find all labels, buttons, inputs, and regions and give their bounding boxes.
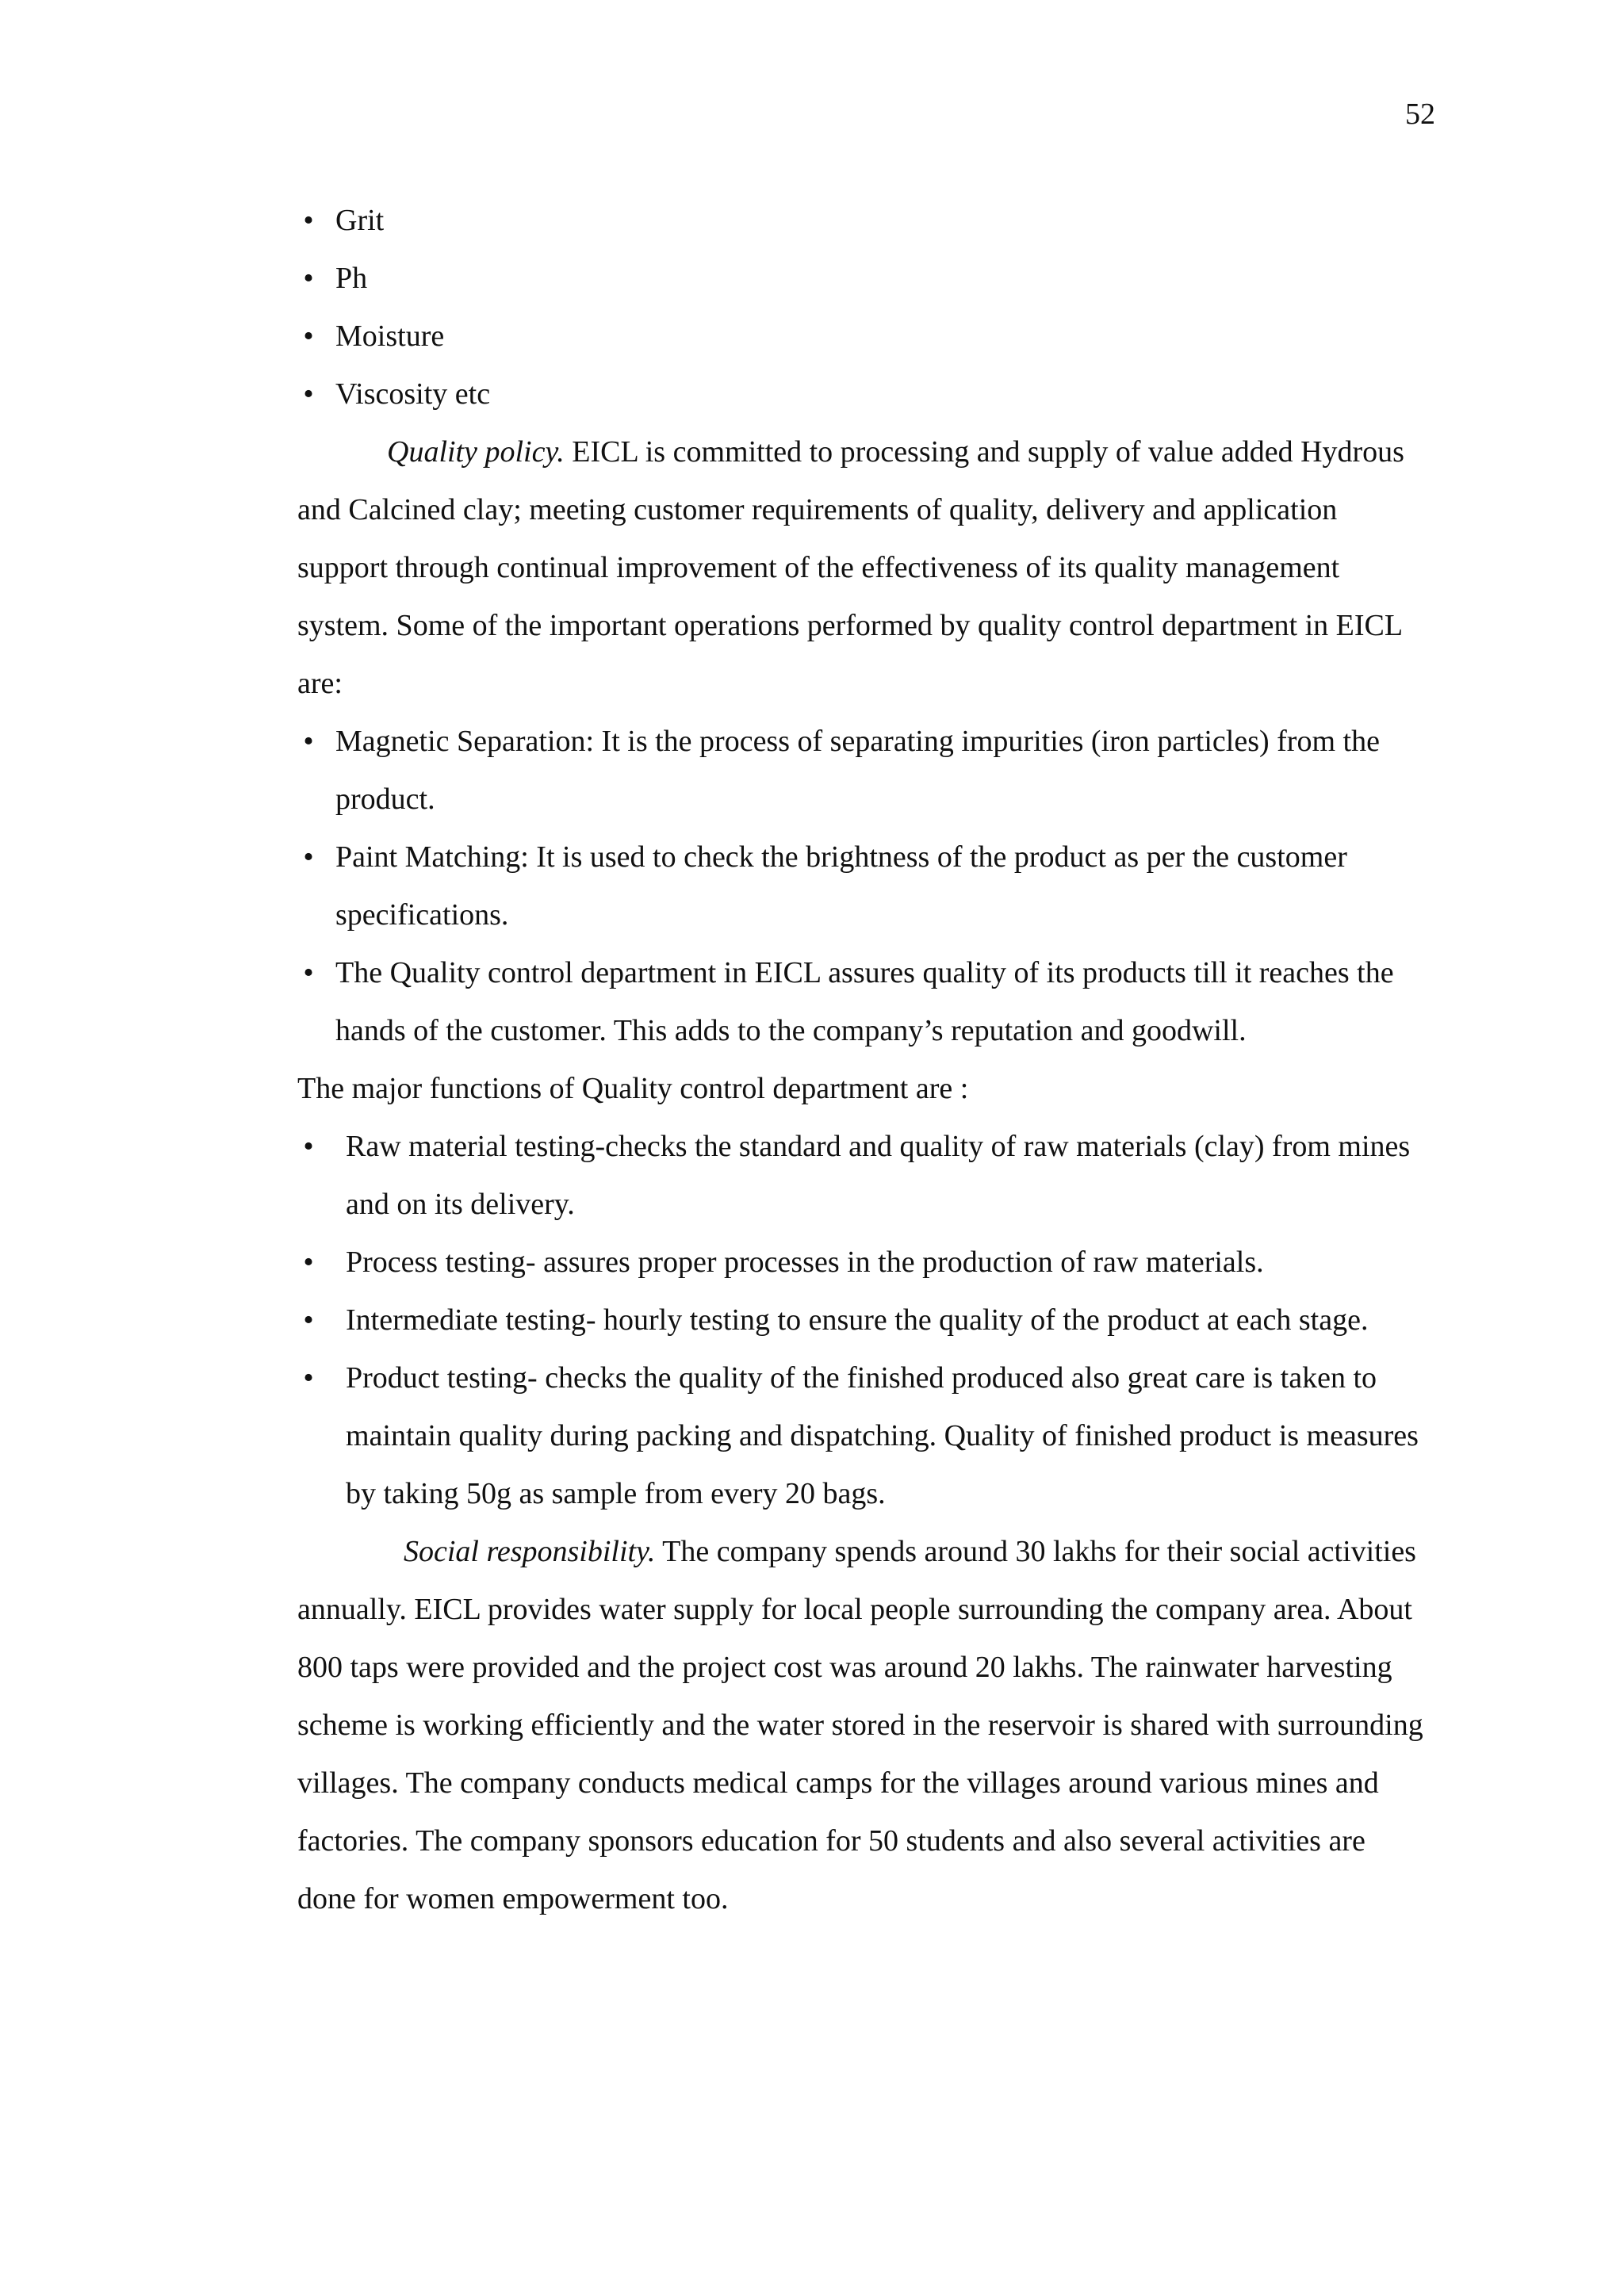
quality-policy-heading: Quality policy.	[387, 435, 565, 469]
bullet-icon: •	[303, 204, 314, 237]
list-item-text: The Quality control department in EICL assures quality of its products till it reaches the hands of the customer. This adds to the company’s reputation and goodwill.	[335, 956, 1394, 1047]
list-item	[297, 1234, 1431, 1292]
list-item-text: Ph	[335, 262, 368, 295]
social-responsibility-heading: Social responsibility.	[404, 1535, 656, 1568]
list-item-text: Grit	[335, 204, 385, 237]
bullet-icon: •	[303, 262, 314, 295]
bullet-icon: •	[303, 377, 314, 411]
list-item	[297, 192, 1431, 250]
social-responsibility-paragraph	[297, 1523, 1431, 1928]
list-item-text: Viscosity etc	[335, 377, 491, 411]
list-item	[297, 365, 1431, 423]
list-item	[297, 1349, 1431, 1523]
quality-policy-text: EICL is committed to processing and supply of value added Hydrous and Calcined clay; meeting customer requirements of quality, delivery and application support through continual improvement of the effectiveness of its quality management system. Some of the important operations performed by quality control department in EICL are:	[297, 435, 1404, 700]
operations-list	[297, 713, 1431, 1060]
list-item-text: Intermediate testing- hourly testing to ensure the quality of the product at each stage.	[346, 1303, 1369, 1337]
document-body	[297, 192, 1431, 1928]
bullet-icon: •	[303, 320, 314, 353]
page-number: 52	[1405, 98, 1435, 131]
bullet-icon: •	[303, 1246, 314, 1279]
bullet-icon: •	[303, 1130, 314, 1163]
bullet-icon: •	[303, 725, 314, 758]
social-responsibility-text: The company spends around 30 lakhs for their social activities annually. EICL provides water supply for local people surrounding the company area. About 800 taps were provided and the project cost was around 20 lakhs. The rainwater harvesting scheme is working efficiently and the water stored in the reservoir is shared with surrounding villages. The company conducts medical camps for the villages around various mines and factories. The company sponsors education for 50 students and also several activities are done for women empowerment too.	[297, 1535, 1423, 1915]
list-item-text: Moisture	[335, 320, 445, 353]
bullet-icon: •	[303, 956, 314, 989]
functions-intro: The major functions of Quality control department are :	[297, 1072, 969, 1105]
list-item	[297, 713, 1431, 828]
list-item	[297, 1118, 1431, 1234]
properties-list	[297, 192, 1431, 423]
list-item	[297, 308, 1431, 365]
bullet-icon: •	[303, 1361, 314, 1395]
functions-list	[297, 1118, 1431, 1523]
list-item-text: Paint Matching: It is used to check the brightness of the product as per the customer specifications.	[335, 840, 1347, 932]
list-item	[297, 828, 1431, 944]
list-item-text: Process testing- assures proper processes in the production of raw materials.	[346, 1246, 1264, 1279]
list-item-text: Product testing- checks the quality of the finished produced also great care is taken to maintain quality during packing and dispatching. Quality of finished product is measures by taking 50g as sample from every 20 bags.	[346, 1361, 1419, 1510]
bullet-icon: •	[303, 1303, 314, 1337]
list-item	[297, 944, 1431, 1060]
list-item-text: Raw material testing-checks the standard and quality of raw materials (clay) from mines and on its delivery.	[346, 1130, 1411, 1221]
list-item-text: Magnetic Separation: It is the process of separating impurities (iron particles) from the product.	[335, 725, 1380, 816]
quality-policy-paragraph	[297, 423, 1431, 713]
bullet-icon: •	[303, 840, 314, 874]
list-item	[297, 250, 1431, 308]
list-item	[297, 1292, 1431, 1349]
